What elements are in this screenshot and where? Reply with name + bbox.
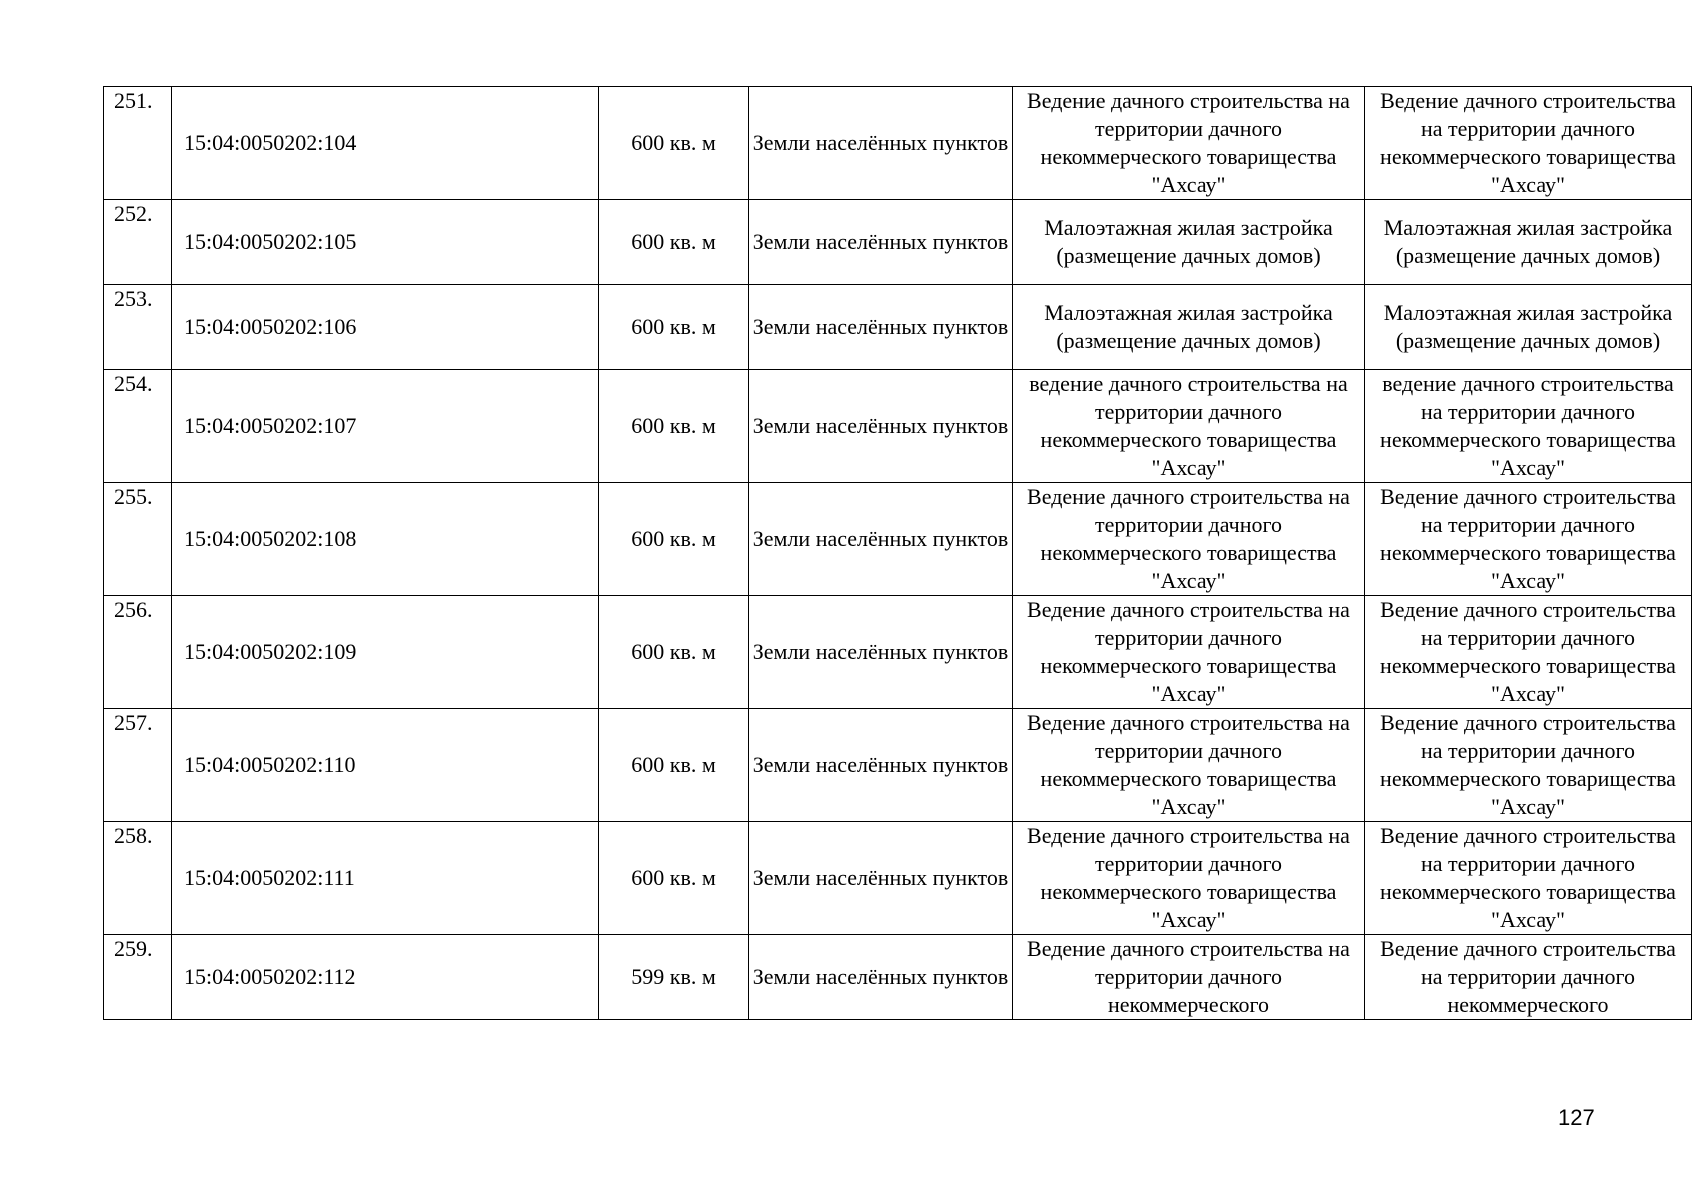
permitted-use: Ведение дачного строительства на территории дачного некоммерческого товарищества "Ахсау" [1013, 483, 1365, 596]
land-category: Земли населённых пунктов [749, 709, 1013, 822]
cadastral-number: 15:04:0050202:112 [172, 935, 599, 1020]
cadastral-number: 15:04:0050202:104 [172, 87, 599, 200]
permitted-use: Малоэтажная жилая застройка (размещение дачных домов) [1013, 200, 1365, 285]
land-category: Земли населённых пунктов [749, 87, 1013, 200]
permitted-use-classifier: Малоэтажная жилая застройка (размещение дачных домов) [1365, 285, 1692, 370]
permitted-use-classifier: Ведение дачного строительства на территории дачного некоммерческого товарищества "Ахсау" [1365, 87, 1692, 200]
table-row [104, 483, 1692, 596]
cadastral-number: 15:04:0050202:111 [172, 822, 599, 935]
permitted-use-classifier: ведение дачного строительства на территории дачного некоммерческого товарищества "Ахсау" [1365, 370, 1692, 483]
permitted-use-classifier: Ведение дачного строительства на территории дачного некоммерческого товарищества "Ахсау" [1365, 596, 1692, 709]
permitted-use: Ведение дачного строительства на территории дачного некоммерческого товарищества "Ахсау" [1013, 596, 1365, 709]
land-category: Земли населённых пунктов [749, 935, 1013, 1020]
permitted-use: ведение дачного строительства на территории дачного некоммерческого товарищества "Ахсау" [1013, 370, 1365, 483]
table-row [104, 370, 1692, 483]
row-number: 257. [104, 709, 172, 822]
land-category: Земли населённых пунктов [749, 370, 1013, 483]
cadastral-number: 15:04:0050202:107 [172, 370, 599, 483]
row-number: 255. [104, 483, 172, 596]
permitted-use: Ведение дачного строительства на территории дачного некоммерческого товарищества "Ахсау" [1013, 709, 1365, 822]
plot-area: 600 кв. м [599, 483, 749, 596]
permitted-use-classifier: Ведение дачного строительства на территории дачного некоммерческого товарищества "Ахсау" [1365, 709, 1692, 822]
permitted-use: Ведение дачного строительства на территории дачного некоммерческого [1013, 935, 1365, 1020]
land-plots-table [103, 86, 1692, 1020]
plot-area: 600 кв. м [599, 285, 749, 370]
permitted-use: Ведение дачного строительства на территории дачного некоммерческого товарищества "Ахсау" [1013, 822, 1365, 935]
table-row [104, 200, 1692, 285]
table-row [104, 596, 1692, 709]
table-row [104, 822, 1692, 935]
table-row [104, 285, 1692, 370]
table-row [104, 709, 1692, 822]
plot-area: 600 кв. м [599, 200, 749, 285]
row-number: 254. [104, 370, 172, 483]
cadastral-number: 15:04:0050202:105 [172, 200, 599, 285]
page-number: 127 [1558, 1105, 1595, 1130]
land-category: Земли населённых пунктов [749, 200, 1013, 285]
table-row [104, 935, 1692, 1020]
permitted-use: Малоэтажная жилая застройка (размещение дачных домов) [1013, 285, 1365, 370]
row-number: 253. [104, 285, 172, 370]
plot-area: 600 кв. м [599, 596, 749, 709]
row-number: 252. [104, 200, 172, 285]
plot-area: 600 кв. м [599, 370, 749, 483]
row-number: 258. [104, 822, 172, 935]
plot-area: 599 кв. м [599, 935, 749, 1020]
cadastral-number: 15:04:0050202:106 [172, 285, 599, 370]
land-category: Земли населённых пунктов [749, 285, 1013, 370]
cadastral-number: 15:04:0050202:109 [172, 596, 599, 709]
land-category: Земли населённых пунктов [749, 822, 1013, 935]
permitted-use-classifier: Ведение дачного строительства на территории дачного некоммерческого [1365, 935, 1692, 1020]
permitted-use: Ведение дачного строительства на территории дачного некоммерческого товарищества "Ахсау" [1013, 87, 1365, 200]
permitted-use-classifier: Малоэтажная жилая застройка (размещение дачных домов) [1365, 200, 1692, 285]
land-category: Земли населённых пунктов [749, 483, 1013, 596]
cadastral-number: 15:04:0050202:108 [172, 483, 599, 596]
permitted-use-classifier: Ведение дачного строительства на территории дачного некоммерческого товарищества "Ахсау" [1365, 822, 1692, 935]
permitted-use-classifier: Ведение дачного строительства на территории дачного некоммерческого товарищества "Ахсау" [1365, 483, 1692, 596]
cadastral-number: 15:04:0050202:110 [172, 709, 599, 822]
plot-area: 600 кв. м [599, 709, 749, 822]
plot-area: 600 кв. м [599, 822, 749, 935]
land-category: Земли населённых пунктов [749, 596, 1013, 709]
row-number: 256. [104, 596, 172, 709]
plot-area: 600 кв. м [599, 87, 749, 200]
row-number: 251. [104, 87, 172, 200]
row-number: 259. [104, 935, 172, 1020]
table-row [104, 87, 1692, 200]
